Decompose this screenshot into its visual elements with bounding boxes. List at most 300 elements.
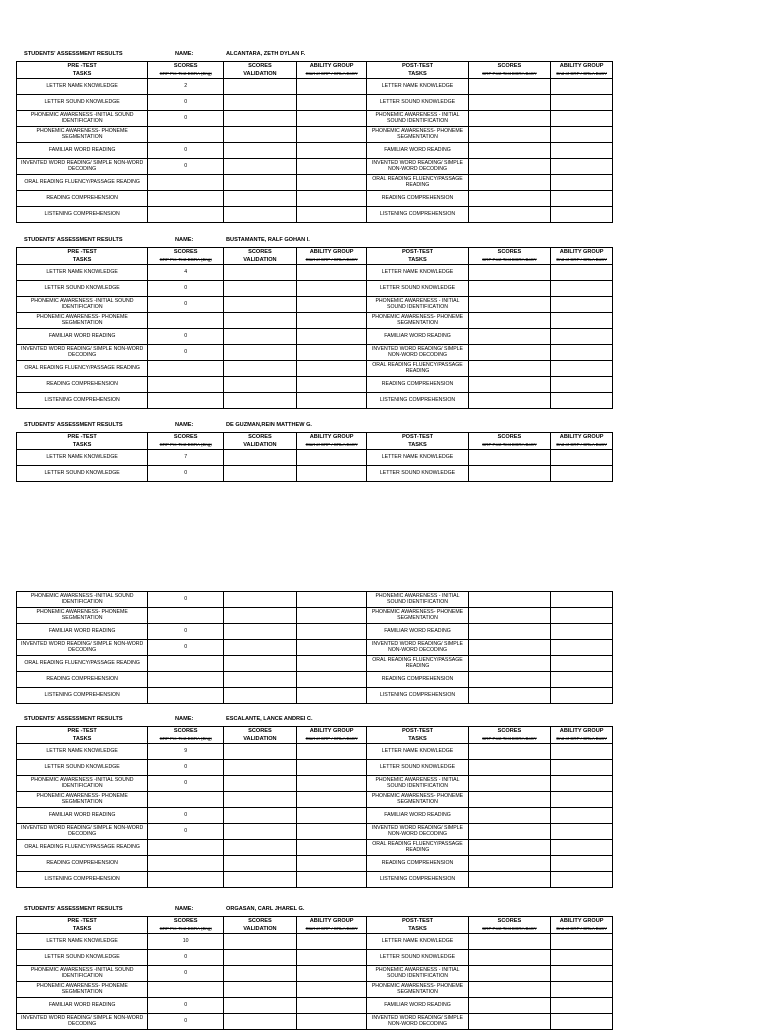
pre-test-task: ORAL READING FLUENCY/PASSAGE READING [17, 361, 148, 377]
pre-test-score [148, 191, 224, 207]
post-test-score [468, 207, 551, 223]
post-test-task: FAMILIAR WORD READING [367, 143, 468, 159]
validation-score [224, 191, 297, 207]
scores-subheader-text: CRP Post-Test EGRA BoSY [482, 443, 537, 447]
post-test-score [468, 450, 551, 466]
task-row [17, 297, 613, 313]
post-test-score [468, 640, 551, 656]
post-test-score [468, 95, 551, 111]
pre-test-task: FAMILIAR WORD READING [17, 329, 148, 345]
scores-header: SCORES [468, 727, 551, 736]
validation-score [224, 608, 297, 624]
student-name: DE GUZMAN,REIN MATTHEW G. [226, 422, 312, 428]
task-row [17, 191, 613, 207]
validation-score [224, 466, 297, 482]
validation-score [224, 393, 297, 409]
task-row [17, 744, 613, 760]
pre-test-task: PHONEMIC AWARENESS -INITIAL SOUND IDENTIFICATION [17, 111, 148, 127]
pre-test-task: LETTER NAME KNOWLEDGE [17, 79, 148, 95]
pre-test-task: FAMILIAR WORD READING [17, 624, 148, 640]
pre-test-header: PRE -TEST [17, 62, 148, 71]
scores-header: SCORES [148, 433, 224, 442]
ability-group-post [551, 872, 613, 888]
ability-group-pre [296, 744, 367, 760]
post-test-task: READING COMPREHENSION [367, 856, 468, 872]
post-test-score [468, 808, 551, 824]
validation-score [224, 824, 297, 840]
post-test-task: READING COMPREHENSION [367, 191, 468, 207]
task-row [17, 175, 613, 191]
pre-test-score: 0 [148, 297, 224, 313]
pre-test-score: 0 [148, 1014, 224, 1030]
validation-score [224, 792, 297, 808]
name-label: NAME: [175, 51, 194, 57]
ability-group-header: ABILITY GROUP [296, 727, 367, 736]
ability-group-pre [296, 966, 367, 982]
validation-subheader: VALIDATION [224, 441, 297, 450]
task-row [17, 281, 613, 297]
results-title: STUDENTS' ASSESSMENT RESULTS [24, 906, 123, 912]
pre-test-task: PHONEMIC AWARENESS -INITIAL SOUND IDENTIFICATION [17, 966, 148, 982]
scores-validation-header: SCORES [224, 917, 297, 926]
post-test-score [468, 159, 551, 175]
scores-subheader [148, 441, 224, 450]
pre-test-score [148, 688, 224, 704]
ability-group-pre [296, 688, 367, 704]
assessment-table [16, 432, 613, 482]
pre-test-task: FAMILIAR WORD READING [17, 808, 148, 824]
post-test-score [468, 688, 551, 704]
pre-test-task: FAMILIAR WORD READING [17, 998, 148, 1014]
ability-group-post [551, 672, 613, 688]
post-test-score [468, 361, 551, 377]
task-row [17, 127, 613, 143]
pre-test-task: LETTER SOUND KNOWLEDGE [17, 950, 148, 966]
ability-group-post [551, 361, 613, 377]
ability-subheader [551, 735, 613, 744]
scores-subheader [468, 735, 551, 744]
scores-header: SCORES [148, 62, 224, 71]
task-row [17, 95, 613, 111]
validation-score [224, 329, 297, 345]
task-row [17, 329, 613, 345]
pre-test-task: LETTER NAME KNOWLEDGE [17, 934, 148, 950]
tasks-header: TASKS [17, 256, 148, 265]
task-row [17, 998, 613, 1014]
pre-test-task: LISTENING COMPREHENSION [17, 872, 148, 888]
post-test-score [468, 297, 551, 313]
ability-group-pre [296, 159, 367, 175]
validation-score [224, 856, 297, 872]
ability-group-post [551, 934, 613, 950]
post-test-score [468, 111, 551, 127]
scores-header: SCORES [468, 62, 551, 71]
post-test-header: POST-TEST [367, 917, 468, 926]
ability-group-pre [296, 281, 367, 297]
ability-group-pre [296, 111, 367, 127]
scores-subheader [148, 925, 224, 934]
post-test-score [468, 377, 551, 393]
post-test-task: PHONEMIC AWARENESS - INITIAL SOUND IDENTIFICATION [367, 592, 468, 608]
post-test-score [468, 345, 551, 361]
ability-group-pre [296, 760, 367, 776]
post-test-score [468, 1014, 551, 1030]
pre-test-task: PHONEMIC AWARENESS- PHONEME SEGMENTATION [17, 608, 148, 624]
ability-group-header: ABILITY GROUP [296, 917, 367, 926]
pre-test-task: ORAL READING FLUENCY/PASSAGE READING [17, 175, 148, 191]
ability-subheader-text: Start of CRP / CRLA EoSY [305, 72, 358, 76]
ability-group-pre [296, 840, 367, 856]
pre-test-score: 0 [148, 143, 224, 159]
validation-score [224, 281, 297, 297]
pre-test-score [148, 313, 224, 329]
pre-test-score: 10 [148, 934, 224, 950]
pre-test-task: INVENTED WORD READING/ SIMPLE NON-WORD DECODING [17, 159, 148, 175]
post-test-score [468, 466, 551, 482]
post-test-task: PHONEMIC AWARENESS- PHONEME SEGMENTATION [367, 982, 468, 998]
task-row [17, 143, 613, 159]
subheader-row [17, 70, 613, 79]
assessment-table [16, 726, 613, 888]
block-header [16, 235, 613, 247]
header-row [17, 248, 613, 257]
ability-group-pre [296, 127, 367, 143]
pre-test-score: 0 [148, 760, 224, 776]
ability-group-post [551, 466, 613, 482]
ability-group-post [551, 856, 613, 872]
ability-group-header: ABILITY GROUP [551, 248, 613, 257]
post-test-task: FAMILIAR WORD READING [367, 624, 468, 640]
ability-group-post [551, 824, 613, 840]
validation-score [224, 640, 297, 656]
ability-group-post [551, 656, 613, 672]
validation-score [224, 143, 297, 159]
pre-test-score [148, 840, 224, 856]
post-test-score [468, 872, 551, 888]
ability-group-pre [296, 95, 367, 111]
ability-group-post [551, 281, 613, 297]
post-test-score [468, 760, 551, 776]
task-row [17, 313, 613, 329]
task-row [17, 934, 613, 950]
ability-group-post [551, 191, 613, 207]
scores-subheader-text: CRP Post-Test EGRA BoSY [482, 927, 537, 931]
validation-score [224, 297, 297, 313]
pre-test-score: 0 [148, 159, 224, 175]
subheader-row [17, 925, 613, 934]
validation-score [224, 744, 297, 760]
tasks-header: TASKS [367, 70, 468, 79]
validation-subheader: VALIDATION [224, 70, 297, 79]
header-row [17, 917, 613, 926]
post-test-task: PHONEMIC AWARENESS- PHONEME SEGMENTATION [367, 127, 468, 143]
pre-test-task: LETTER SOUND KNOWLEDGE [17, 281, 148, 297]
ability-group-pre [296, 143, 367, 159]
task-row [17, 265, 613, 281]
validation-subheader: VALIDATION [224, 925, 297, 934]
post-test-task: LETTER NAME KNOWLEDGE [367, 744, 468, 760]
pre-test-task: READING COMPREHENSION [17, 672, 148, 688]
post-test-score [468, 143, 551, 159]
post-test-task: ORAL READING FLUENCY/PASSAGE READING [367, 361, 468, 377]
post-test-task: LETTER SOUND KNOWLEDGE [367, 95, 468, 111]
assessment-table [16, 916, 613, 1030]
validation-score [224, 776, 297, 792]
post-test-task: LETTER SOUND KNOWLEDGE [367, 950, 468, 966]
post-test-score [468, 608, 551, 624]
pre-test-score: 0 [148, 466, 224, 482]
ability-group-post [551, 592, 613, 608]
ability-subheader-text: Start of CRP / CRLA EoSY [305, 737, 358, 741]
validation-score [224, 840, 297, 856]
post-test-score [468, 127, 551, 143]
ability-group-post [551, 345, 613, 361]
post-test-score [468, 966, 551, 982]
post-test-score [468, 191, 551, 207]
validation-score [224, 159, 297, 175]
tasks-header: TASKS [367, 256, 468, 265]
pre-test-header: PRE -TEST [17, 433, 148, 442]
ability-group-pre [296, 207, 367, 223]
post-test-score [468, 624, 551, 640]
post-test-score [468, 329, 551, 345]
task-row [17, 808, 613, 824]
post-test-score [468, 393, 551, 409]
pre-test-score [148, 393, 224, 409]
post-test-score [468, 776, 551, 792]
scores-subheader-text: CRP Pre-Test EGRA (Eng) [159, 737, 212, 741]
post-test-task: FAMILIAR WORD READING [367, 808, 468, 824]
ability-subheader-text: End of CRP / CRLA BoSY [556, 72, 607, 76]
pre-test-task: INVENTED WORD READING/ SIMPLE NON-WORD DECODING [17, 824, 148, 840]
post-test-task: INVENTED WORD READING/ SIMPLE NON-WORD DECODING [367, 159, 468, 175]
task-row [17, 872, 613, 888]
post-test-score [468, 744, 551, 760]
task-row [17, 792, 613, 808]
post-test-score [468, 950, 551, 966]
student-name: ALCANTARA, ZETH DYLAN F. [226, 51, 306, 57]
pre-test-score: 0 [148, 281, 224, 297]
ability-group-header: ABILITY GROUP [551, 62, 613, 71]
validation-score [224, 998, 297, 1014]
scores-subheader [468, 441, 551, 450]
ability-subheader-text: End of CRP / CRLA BoSY [556, 443, 607, 447]
ability-group-post [551, 175, 613, 191]
validation-score [224, 111, 297, 127]
ability-group-post [551, 313, 613, 329]
pre-test-score [148, 656, 224, 672]
ability-group-post [551, 950, 613, 966]
pre-test-score: 0 [148, 950, 224, 966]
ability-group-post [551, 982, 613, 998]
ability-group-pre [296, 982, 367, 998]
post-test-task: LETTER SOUND KNOWLEDGE [367, 760, 468, 776]
ability-group-post [551, 377, 613, 393]
ability-subheader [296, 256, 367, 265]
ability-group-post [551, 640, 613, 656]
ability-group-pre [296, 950, 367, 966]
ability-group-post [551, 159, 613, 175]
post-test-task: LETTER SOUND KNOWLEDGE [367, 466, 468, 482]
validation-score [224, 934, 297, 950]
block-header [16, 904, 613, 916]
ability-group-pre [296, 79, 367, 95]
tasks-header: TASKS [17, 735, 148, 744]
post-test-task: LETTER NAME KNOWLEDGE [367, 265, 468, 281]
post-test-task: LISTENING COMPREHENSION [367, 207, 468, 223]
ability-subheader-text: Start of CRP / CRLA EoSY [305, 258, 358, 262]
ability-group-post [551, 265, 613, 281]
results-title: STUDENTS' ASSESSMENT RESULTS [24, 237, 123, 243]
header-row [17, 727, 613, 736]
post-test-score [468, 592, 551, 608]
pre-test-score [148, 982, 224, 998]
ability-subheader [296, 70, 367, 79]
ability-group-post [551, 450, 613, 466]
pre-test-score: 0 [148, 640, 224, 656]
ability-group-post [551, 143, 613, 159]
validation-score [224, 377, 297, 393]
block-header [16, 420, 613, 432]
name-label: NAME: [175, 422, 194, 428]
pre-test-score [148, 792, 224, 808]
student-name: ESCALANTE, LANCE ANDREI C. [226, 716, 313, 722]
validation-score [224, 688, 297, 704]
tasks-header: TASKS [367, 441, 468, 450]
ability-group-post [551, 792, 613, 808]
task-row [17, 466, 613, 482]
ability-subheader-text: Start of CRP / CRLA EoSY [305, 443, 358, 447]
validation-score [224, 672, 297, 688]
ability-group-pre [296, 175, 367, 191]
pre-test-task: LISTENING COMPREHENSION [17, 393, 148, 409]
pre-test-score: 0 [148, 824, 224, 840]
post-test-task: READING COMPREHENSION [367, 377, 468, 393]
subheader-row [17, 441, 613, 450]
post-test-task: LETTER SOUND KNOWLEDGE [367, 281, 468, 297]
pre-test-score: 0 [148, 345, 224, 361]
ability-group-pre [296, 592, 367, 608]
student-block [16, 49, 613, 223]
pre-test-task: PHONEMIC AWARENESS -INITIAL SOUND IDENTIFICATION [17, 592, 148, 608]
post-test-score [468, 656, 551, 672]
post-test-task: PHONEMIC AWARENESS - INITIAL SOUND IDENTIFICATION [367, 111, 468, 127]
post-test-task: LETTER NAME KNOWLEDGE [367, 934, 468, 950]
pre-test-task: READING COMPREHENSION [17, 191, 148, 207]
validation-score [224, 95, 297, 111]
scores-subheader-text: CRP Pre-Test EGRA (Eng) [159, 258, 212, 262]
scores-validation-header: SCORES [224, 248, 297, 257]
task-row [17, 856, 613, 872]
validation-score [224, 950, 297, 966]
task-row [17, 111, 613, 127]
post-test-task: FAMILIAR WORD READING [367, 329, 468, 345]
post-test-score [468, 792, 551, 808]
post-test-task: ORAL READING FLUENCY/PASSAGE READING [367, 840, 468, 856]
task-row [17, 640, 613, 656]
ability-group-pre [296, 808, 367, 824]
task-row [17, 450, 613, 466]
pre-test-task: LETTER SOUND KNOWLEDGE [17, 760, 148, 776]
ability-group-post [551, 688, 613, 704]
post-test-task: ORAL READING FLUENCY/PASSAGE READING [367, 656, 468, 672]
ability-group-pre [296, 998, 367, 1014]
task-row [17, 345, 613, 361]
pre-test-task: FAMILIAR WORD READING [17, 143, 148, 159]
post-test-score [468, 265, 551, 281]
results-title: STUDENTS' ASSESSMENT RESULTS [24, 716, 123, 722]
task-row [17, 688, 613, 704]
pre-test-header: PRE -TEST [17, 917, 148, 926]
pre-test-score: 4 [148, 265, 224, 281]
validation-score [224, 872, 297, 888]
ability-group-pre [296, 313, 367, 329]
ability-group-pre [296, 624, 367, 640]
pre-test-score [148, 127, 224, 143]
scores-validation-header: SCORES [224, 433, 297, 442]
pre-test-task: PHONEMIC AWARENESS -INITIAL SOUND IDENTIFICATION [17, 297, 148, 313]
pre-test-score: 0 [148, 592, 224, 608]
pre-test-score [148, 856, 224, 872]
scores-header: SCORES [148, 917, 224, 926]
post-test-task: ORAL READING FLUENCY/PASSAGE READING [367, 175, 468, 191]
task-row [17, 207, 613, 223]
pre-test-task: PHONEMIC AWARENESS -INITIAL SOUND IDENTIFICATION [17, 776, 148, 792]
pre-test-header: PRE -TEST [17, 248, 148, 257]
ability-group-pre [296, 265, 367, 281]
pre-test-score [148, 207, 224, 223]
post-test-score [468, 934, 551, 950]
pre-test-task: READING COMPREHENSION [17, 856, 148, 872]
ability-group-pre [296, 672, 367, 688]
task-row [17, 361, 613, 377]
post-test-task: LETTER NAME KNOWLEDGE [367, 79, 468, 95]
name-label: NAME: [175, 906, 194, 912]
scores-header: SCORES [468, 917, 551, 926]
scores-header: SCORES [468, 248, 551, 257]
pre-test-task: PHONEMIC AWARENESS- PHONEME SEGMENTATION [17, 792, 148, 808]
ability-subheader [551, 70, 613, 79]
student-block [16, 714, 613, 888]
scores-subheader-text: CRP Pre-Test EGRA (Eng) [159, 72, 212, 76]
pre-test-task: PHONEMIC AWARENESS- PHONEME SEGMENTATION [17, 313, 148, 329]
ability-subheader [551, 256, 613, 265]
ability-group-post [551, 744, 613, 760]
post-test-header: POST-TEST [367, 727, 468, 736]
ability-subheader [551, 925, 613, 934]
post-test-score [468, 281, 551, 297]
ability-group-post [551, 79, 613, 95]
assessment-table [16, 247, 613, 409]
student-block [16, 904, 613, 1030]
task-row [17, 159, 613, 175]
ability-subheader-text: End of CRP / CRLA BoSY [556, 927, 607, 931]
ability-group-post [551, 624, 613, 640]
pre-test-task: LISTENING COMPREHENSION [17, 207, 148, 223]
post-test-task: PHONEMIC AWARENESS- PHONEME SEGMENTATION [367, 608, 468, 624]
pre-test-task: LETTER SOUND KNOWLEDGE [17, 466, 148, 482]
student-block [16, 420, 613, 482]
pre-test-task: PHONEMIC AWARENESS- PHONEME SEGMENTATION [17, 127, 148, 143]
student-block [16, 235, 613, 409]
header-row [17, 433, 613, 442]
task-row [17, 592, 613, 608]
post-test-task: LISTENING COMPREHENSION [367, 393, 468, 409]
scores-subheader [468, 256, 551, 265]
validation-score [224, 127, 297, 143]
ability-subheader [296, 441, 367, 450]
scores-subheader [148, 256, 224, 265]
